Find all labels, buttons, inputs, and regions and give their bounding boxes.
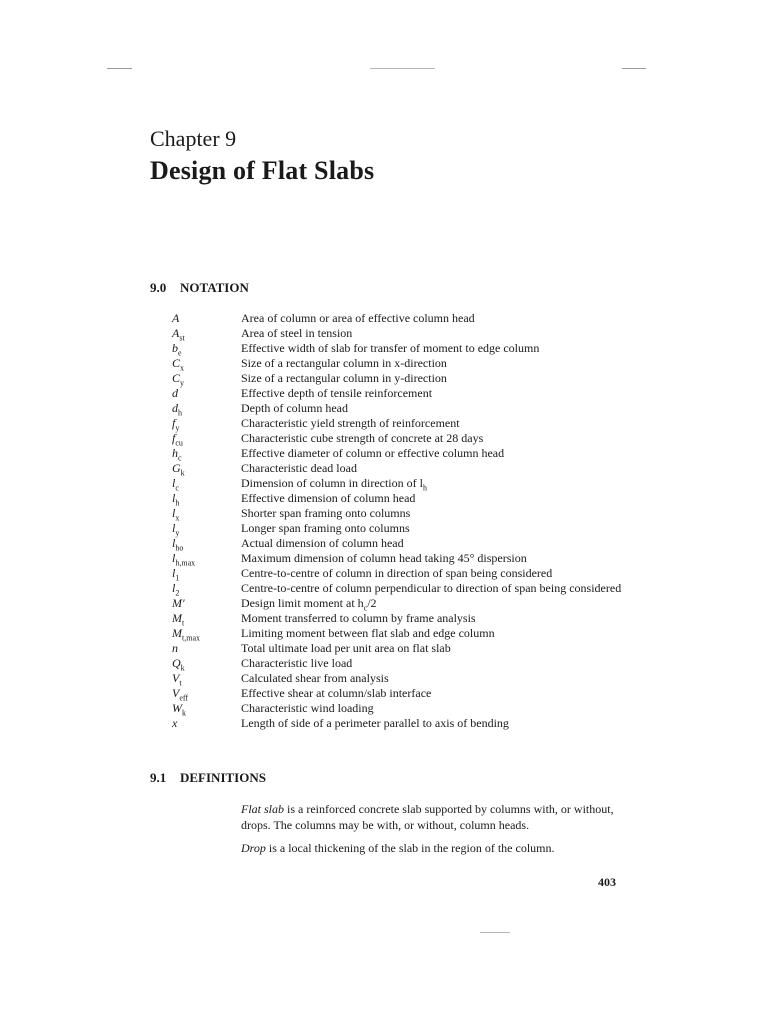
notation-symbol: $l_c$	[172, 476, 179, 493]
notation-description: Longer span framing onto columns	[241, 521, 410, 535]
notation-row	[172, 701, 642, 716]
notation-description: Characteristic live load	[241, 656, 353, 670]
notation-description: Centre-to-centre of column in direction of span being considered	[241, 566, 553, 580]
notation-description: Depth of column head	[241, 401, 348, 415]
definition-paragraph	[241, 840, 641, 856]
notation-symbol: M'	[172, 596, 185, 610]
notation-symbol: x	[172, 716, 178, 730]
notation-symbol: $l_2$	[172, 581, 180, 598]
notation-symbol: $V_t$	[172, 671, 182, 688]
notation-symbol: $l_y$	[172, 521, 180, 538]
notation-description: Moment transferred to column by frame analysis	[241, 611, 476, 625]
notation-symbol: $l_x$	[172, 506, 180, 523]
notation-row	[172, 551, 642, 566]
notation-description: Centre-to-centre of column perpendicular to direction of span being considered	[241, 581, 622, 595]
notation-symbol: $f_{cu}$	[172, 431, 183, 448]
page-number: 403	[598, 875, 616, 889]
section-title: NOTATION	[180, 280, 249, 295]
notation-row	[172, 506, 642, 521]
notation-symbol: $M_t$	[172, 611, 185, 628]
notation-symbol: $Q_k$	[172, 656, 185, 673]
notation-row	[172, 401, 642, 416]
notation-symbol: $h_c$	[172, 446, 182, 463]
notation-description: Characteristic wind loading	[241, 701, 374, 715]
notation-symbol: $l_h$	[172, 491, 180, 508]
notation-description: Shorter span framing onto columns	[241, 506, 411, 520]
notation-row	[172, 716, 642, 731]
notation-description: Characteristic yield strength of reinforcement	[241, 416, 460, 430]
notation-description: Area of steel in tension	[241, 326, 353, 340]
notation-symbol: $V_{eff}$	[172, 686, 189, 703]
notation-description: Effective depth of tensile reinforcement	[241, 386, 433, 400]
notation-symbol: A	[172, 311, 180, 325]
notation-description: Design limit moment at $h_c/2$	[241, 596, 377, 613]
notation-description: Effective shear at column/slab interface	[241, 686, 432, 700]
notation-symbol: $M_{t,max}$	[172, 626, 200, 643]
notation-description: Maximum dimension of column head taking 45° dispersion	[241, 551, 527, 565]
notation-description: Length of side of a perimeter parallel to axis of bending	[241, 716, 509, 730]
section-number: 9.1	[150, 770, 167, 785]
scan-mark-right	[622, 68, 646, 69]
notation-description: Characteristic cube strength of concrete at 28 days	[241, 431, 484, 445]
notation-symbol: $G_k$	[172, 461, 185, 478]
notation-symbol: $C_x$	[172, 356, 185, 373]
notation-description: Limiting moment between flat slab and edge column	[241, 626, 495, 640]
notation-description: Actual dimension of column head	[241, 536, 404, 550]
scan-mark-bottom	[480, 932, 510, 933]
notation-symbol: $W_k$	[172, 701, 186, 718]
notation-description: Calculated shear from analysis	[241, 671, 389, 685]
definitions-body	[241, 801, 641, 863]
notation-description: Effective width of slab for transfer of moment to edge column	[241, 341, 540, 355]
chapter-label: Chapter 9	[150, 126, 237, 151]
notation-row	[172, 311, 642, 326]
definitions-heading	[150, 770, 266, 786]
definition-paragraph	[241, 801, 641, 833]
definition-term: Drop	[241, 841, 266, 855]
notation-row	[172, 356, 642, 371]
notation-row	[172, 671, 642, 686]
notation-symbol: n	[172, 641, 178, 655]
notation-row	[172, 536, 642, 551]
definition-text: is a local thickening of the slab in the region of the column.	[265, 841, 555, 855]
notation-description: Size of a rectangular column in x-direction	[241, 356, 447, 370]
notation-description: Area of column or area of effective column head	[241, 311, 475, 325]
notation-row	[172, 641, 642, 656]
notation-symbol: $d_h$	[172, 401, 182, 418]
notation-description: Effective dimension of column head	[241, 491, 416, 505]
notation-row	[172, 611, 642, 626]
definition-term: Flat slab	[241, 802, 285, 816]
notation-row	[172, 326, 642, 341]
notation-row	[172, 341, 642, 356]
notation-row	[172, 431, 642, 446]
notation-row	[172, 416, 642, 431]
notation-row	[172, 596, 642, 611]
notation-symbol: d	[172, 386, 178, 400]
notation-symbol: $f_y$	[172, 416, 180, 433]
notation-row	[172, 521, 642, 536]
notation-row	[172, 581, 642, 596]
notation-symbol: $C_y$	[172, 371, 185, 388]
notation-description: Dimension of column in direction of $l_h$	[241, 476, 427, 493]
chapter-title: Design of Flat Slabs	[150, 156, 375, 185]
definition-text: is a reinforced concrete slab supported by columns with, or without, drops. The columns may be with, or without, column heads.	[241, 802, 614, 832]
notation-row	[172, 686, 642, 701]
notation-row	[172, 491, 642, 506]
notation-list	[172, 311, 642, 731]
notation-description: Characteristic dead load	[241, 461, 357, 475]
notation-symbol: $l_{h,max}$	[172, 551, 196, 568]
notation-row	[172, 446, 642, 461]
notation-row	[172, 566, 642, 581]
notation-symbol: $A_{st}$	[172, 326, 185, 343]
notation-row	[172, 656, 642, 671]
scan-mark-left	[107, 68, 132, 69]
notation-row	[172, 371, 642, 386]
notation-row	[172, 476, 642, 491]
notation-row	[172, 626, 642, 641]
notation-row	[172, 386, 642, 401]
scan-mark-center	[370, 68, 435, 69]
section-number: 9.0	[150, 280, 167, 295]
notation-symbol: $l_{ho}$	[172, 536, 184, 553]
notation-description: Size of a rectangular column in y-direction	[241, 371, 447, 385]
notation-description: Effective diameter of column or effective column head	[241, 446, 505, 460]
notation-heading	[150, 280, 249, 296]
section-title: DEFINITIONS	[180, 770, 266, 785]
notation-symbol: $b_e$	[172, 341, 182, 358]
notation-symbol: $l_1$	[172, 566, 180, 583]
notation-description: Total ultimate load per unit area on flat slab	[241, 641, 451, 655]
notation-row	[172, 461, 642, 476]
